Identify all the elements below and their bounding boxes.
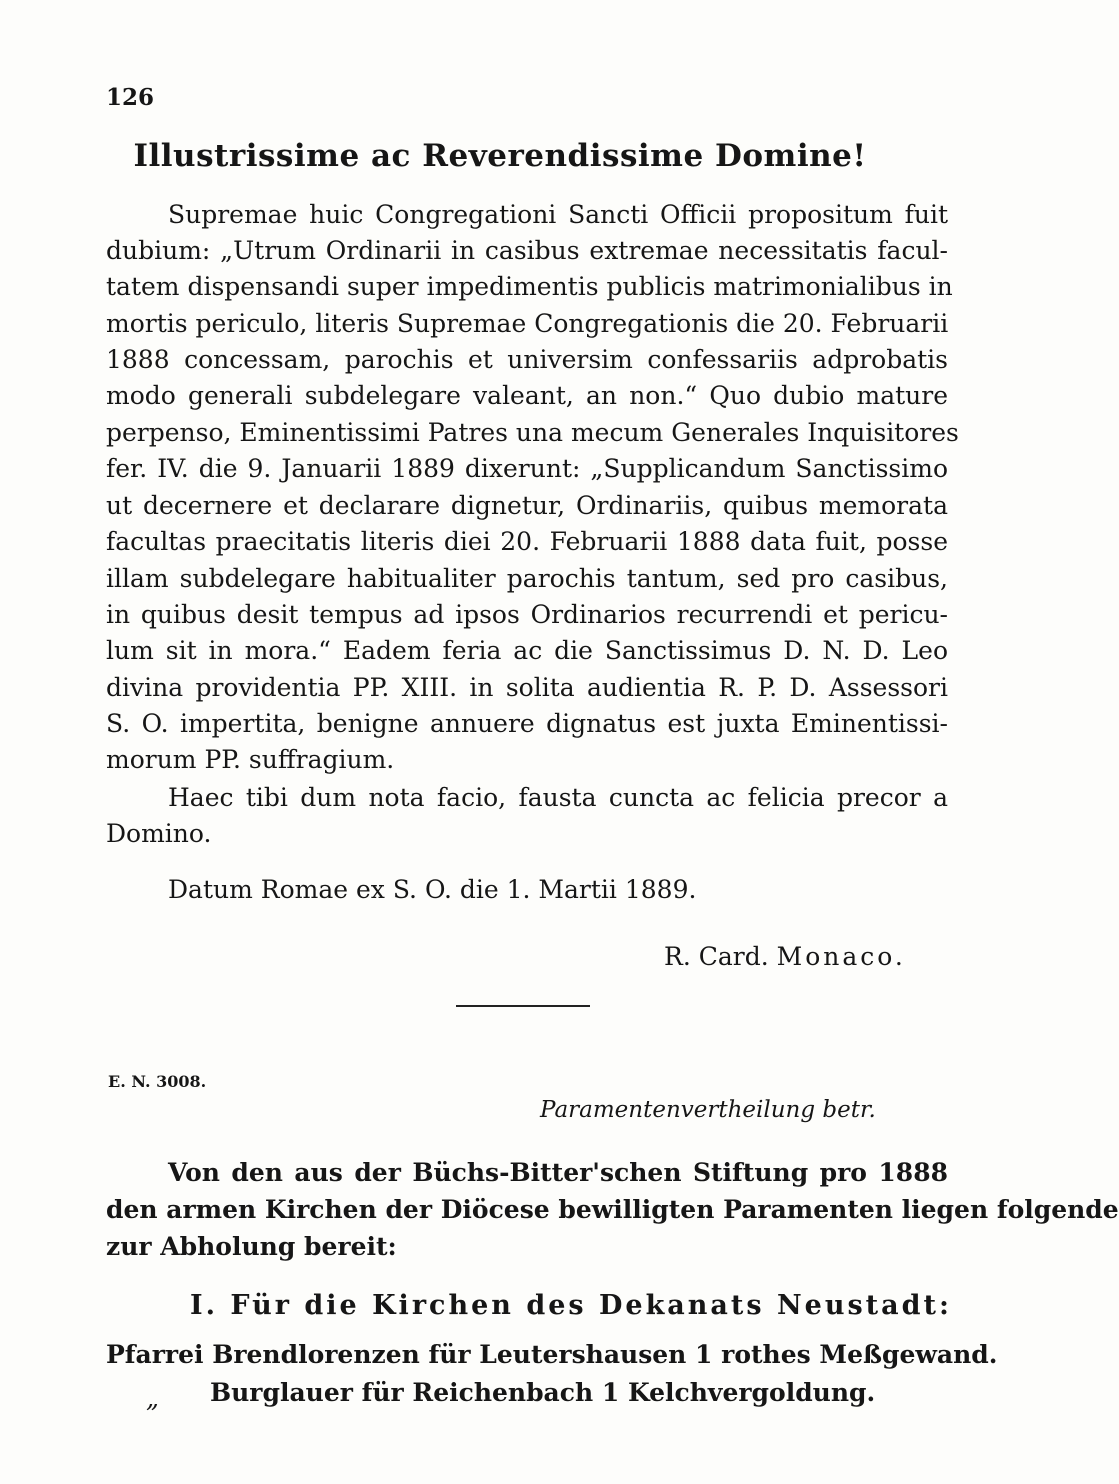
list-item: Burglauer für Reichenbach 1 Kelchvergoldung. [210,1378,876,1407]
section-divider [456,1005,590,1007]
letter-line: fer. IV. die 9. Januarii 1889 dixerunt: „Supplicandum Sanctissimo [106,454,948,483]
signature-name: Monaco. [776,942,906,971]
letter-line: tatem dispensandi super impedimentis publicis matrimonialibus in [106,272,953,301]
letter-line: lum sit in mora.“ Eadem feria ac die Sanctissimus D. N. D. Leo [106,636,948,665]
letter-line: modo generali subdelegare valeant, an non.“ Quo dubio mature [106,381,948,410]
signature [664,942,906,971]
reference-number: E. N. 3008. [108,1072,207,1091]
notice-line: zur Abholung bereit: [106,1232,397,1261]
page-number: 126 [106,84,155,111]
letter-line: Domino. [106,819,212,848]
letter-line: S. O. impertita, benigne annuere dignatus est juxta Eminentissi- [106,709,948,738]
letter-line: mortis periculo, literis Supremae Congregationis die 20. Februarii [106,309,949,338]
letter-line: 1888 concessam, parochis et universim confessariis adprobatis [106,345,948,374]
letter-line: ut decernere et declarare dignetur, Ordinariis, quibus memorata [106,491,948,520]
letter-line: divina providentia PP. XIII. in solita audientia R. P. D. Assessori [106,673,948,702]
letter-line: dubium: „Utrum Ordinarii in casibus extremae necessitatis facul- [106,236,948,265]
letter-line: facultas praecitatis literis diei 20. Februarii 1888 data fuit, posse [106,527,948,556]
letter-line: morum PP. suffragium. [106,745,395,774]
letter-heading: Illustrissime ac Reverendissime Domine! [133,138,867,174]
section-heading: I. Für die Kirchen des Dekanats Neustadt: [190,1290,952,1321]
notice-line: Von den aus der Büchs-Bitter'schen Stiftung pro 1888 [168,1158,948,1187]
letter-line: Supremae huic Congregationi Sancti Officii propositum fuit [168,200,948,229]
date-line: Datum Romae ex S. O. die 1. Martii 1889. [168,875,697,904]
letter-line: perpenso, Eminentissimi Patres una mecum Generales Inquisitores [106,418,959,447]
letter-line: in quibus desit tempus ad ipsos Ordinarios recurrendi et pericu- [106,600,948,629]
signature-prefix: R. Card. [664,942,769,971]
ditto-mark: „ [146,1384,159,1413]
subject-line: Paramentenvertheilung betr. [540,1097,876,1123]
letter-line: illam subdelegare habitualiter parochis tantum, sed pro casibus, [106,564,948,593]
list-item: Pfarrei Brendlorenzen für Leutershausen 1 rothes Meßgewand. [106,1340,998,1369]
notice-line: den armen Kirchen der Diöcese bewilligten Paramenten liegen folgende [106,1195,1119,1224]
letter-line: Haec tibi dum nota facio, fausta cuncta ac felicia precor a [168,783,948,812]
